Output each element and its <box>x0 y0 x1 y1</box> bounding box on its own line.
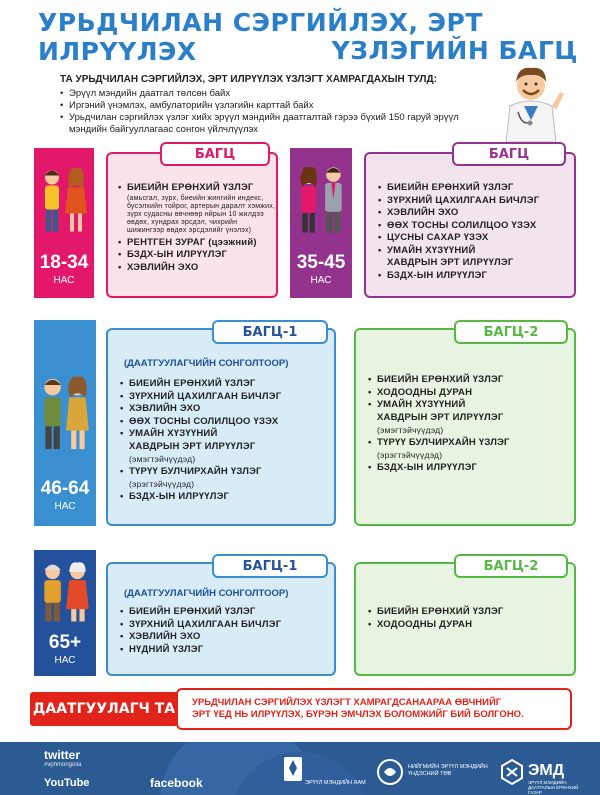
age-panel-18-34 <box>34 148 94 298</box>
package-label-35-45: БАГЦ <box>452 142 566 166</box>
intro-bullet: • Иргэний үнэмлэх, амбулаторийн үзлэгийн карттай байх <box>60 100 480 112</box>
exam-item: ХАВДРЫН ЭРТ ИЛРҮҮЛЭГ <box>387 257 514 268</box>
intro-bullet: • Эрүүл мэндийн даатгал төлсөн байх <box>60 88 480 100</box>
banner-label: ДААТГУУЛАГЧ ТА <box>30 692 178 726</box>
banner-message <box>176 688 572 730</box>
age-value: 18-34 <box>39 252 89 273</box>
package-label-65-1: БАГЦ-1 <box>212 554 328 578</box>
exam-item: • БИЕИЙН ЕРӨНХИЙ ҮЗЛЭГ <box>378 182 572 195</box>
exam-item: ХАВДРЫН ЭРТ ИЛРҮҮЛЭГ <box>129 440 256 452</box>
age-unit: НАС <box>53 275 75 286</box>
exam-item: • ӨӨХ ТОСНЫ СОЛИЛЦОО ҮЗЭХ <box>378 220 572 233</box>
exam-item: • ХЭВЛИЙН ЭХО <box>120 403 334 416</box>
exam-item: • БИЕИЙН ЕРӨНХИЙ ҮЗЛЭГ <box>120 378 334 391</box>
exam-item: • БЗДХ-ЫН ИЛРҮҮЛЭГ <box>378 270 572 283</box>
package-label-46-64-1: БАГЦ-1 <box>212 320 328 344</box>
banner-line1: УРЬДЧИЛАН СЭРГИЙЛЭХ ҮЗЛЭГТ ХАМРАГДСАНААРАА ӨВЧНИЙГ <box>192 697 502 708</box>
exam-item: • БИЕИЙН ЕРӨНХИЙ ҮЗЛЭГ <box>120 606 334 619</box>
emd-name: ЭРҮҮЛ МЭНДИЙН ДААТГАЛЫН ЕРӨНХИЙ ГАЗАР <box>528 780 579 795</box>
exam-item: • БЗДХ-ЫН ИЛРҮҮЛЭГ <box>368 462 572 475</box>
age-panel-65 <box>34 550 96 676</box>
exam-item: • ХОДООДНЫ ДУРАН <box>368 387 572 400</box>
package-label-18-34: БАГЦ <box>160 142 270 166</box>
emd-logo-icon <box>500 758 524 786</box>
twitter-link[interactable]: twitter <box>44 748 80 762</box>
emd-logo-text: ЭМД <box>528 762 565 779</box>
twitter-handle: #vphmongolia <box>44 762 82 768</box>
ministry-name: ЭРҮҮЛ МЭНДИЙН ЯАМ <box>305 780 366 786</box>
exam-item: • ХОДООДНЫ ДУРАН <box>368 619 572 632</box>
package-label-65-2: БАГЦ-2 <box>454 554 568 578</box>
facebook-link[interactable]: facebook <box>150 776 203 790</box>
intro-heading: ТА УРЬДЧИЛАН СЭРГИЙЛЭХ, ЭРТ ИЛРҮҮЛЭХ ҮЗЛЭГТ ХАМРАГДАХЫН ТУЛД: <box>60 74 437 85</box>
age-unit: НАС <box>54 655 76 666</box>
ministry-emblem-icon <box>283 756 303 782</box>
exam-item: ХАВДРЫН ЭРТ ИЛРҮҮЛЭГ <box>377 411 504 423</box>
exam-item: • ЗҮРХНИЙ ЦАХИЛГААН БИЧЛЭГ <box>120 619 334 632</box>
age-value: 46-64 <box>40 478 90 499</box>
age-value: 35-45 <box>296 252 346 273</box>
center-logo-icon <box>376 758 404 786</box>
exam-item: • БИЕИЙН ЕРӨНХИЙ ҮЗЛЭГ <box>118 182 276 195</box>
exam-list-35-45 <box>378 182 572 282</box>
exam-item: • ХЭВЛИЙН ЭХО <box>378 207 572 220</box>
youtube-link[interactable]: YouTube <box>44 777 90 789</box>
exam-list-46-64-2 <box>368 374 572 474</box>
exam-item: • ӨӨХ ТОСНЫ СОЛИЛЦОО ҮЗЭХ <box>120 416 334 429</box>
couple-figure <box>34 320 96 479</box>
package-label-46-64-2: БАГЦ-2 <box>454 320 568 344</box>
age-unit: НАС <box>54 501 76 512</box>
banner-line2: ЭРТ ҮЕД НЬ ИЛРҮҮЛЭХ, БҮРЭН ЭМЧЛЭХ БОЛОМЖИЙГ БИЙ БОЛГОНО. <box>192 709 524 720</box>
exam-item: • БЗДХ-ЫН ИЛРҮҮЛЭГ <box>120 491 334 504</box>
exam-qualifier: (эмэгтэйчүүдэд) <box>129 454 196 464</box>
couple-figure <box>34 550 96 633</box>
exam-list-18-34 <box>118 182 276 274</box>
exam-item: • ТҮРҮҮ БУЛЧИРХАЙН ҮЗЛЭГ <box>120 466 334 479</box>
exam-item: • ТҮРҮҮ БУЛЧИРХАЙН ҮЗЛЭГ <box>368 437 572 450</box>
exam-qualifier: (эмэгтэйчүүдэд) <box>377 425 444 435</box>
page-title-line2: ҮЗЛЭГИЙН БАГЦ <box>331 36 578 65</box>
intro-bullet: • Урьдчилан сэргийлэх үзлэг хийх эрүүл мэндийн даатгалтай гэрээ бүхий 150 гаруй эрүүл мэндийн байгууллагаас сонгон үйлчлүүлэх <box>60 112 480 136</box>
exam-item: • НҮДНИЙ ҮЗЛЭГ <box>120 644 334 657</box>
page-title-line1: УРЬДЧИЛАН СЭРГИЙЛЭХ, ЭРТ ИЛРҮҮЛЭХ <box>38 8 483 66</box>
exam-list-65-1 <box>120 606 334 656</box>
exam-item: • ХЭВЛИЙН ЭХО <box>118 262 276 275</box>
exam-item: • БЗДХ-ЫН ИЛРҮҮЛЭГ <box>118 249 276 262</box>
exam-item: • БИЕИЙН ЕРӨНХИЙ ҮЗЛЭГ <box>368 374 572 387</box>
exam-list-65-2 <box>368 606 572 631</box>
exam-item: • УМАЙН ХҮЗҮҮНИЙ <box>120 428 334 441</box>
exam-item: • УМАЙН ХҮЗҮҮНИЙ <box>378 245 572 258</box>
exam-item: • ЗҮРХНИЙ ЦАХИЛГААН БИЧЛЭГ <box>378 195 572 208</box>
exam-qualifier: (эрэгтэйчүүдэд) <box>377 450 443 460</box>
package-subhead: (ДААТГУУЛАГЧИЙН СОНГОЛТООР) <box>124 358 289 369</box>
exam-list-46-64-1 <box>120 378 334 503</box>
couple-figure <box>34 148 94 253</box>
age-panel-35-45 <box>290 148 352 298</box>
age-panel-46-64 <box>34 320 96 526</box>
footer-bar <box>0 742 600 795</box>
intro-list <box>60 88 480 136</box>
exam-item: • РЕНТГЕН ЗУРАГ (цээжний) <box>118 237 276 250</box>
exam-item: • ХЭВЛИЙН ЭХО <box>120 631 334 644</box>
couple-figure <box>290 148 352 253</box>
center-name: НИЙГМИЙН ЭРҮҮЛ МЭНДИЙН ҮНДЭСНИЙ ТӨВ <box>408 764 488 777</box>
exam-item: • УМАЙН ХҮЗҮҮНИЙ <box>368 399 572 412</box>
exam-item: • ЦУСНЫ САХАР ҮЗЭХ <box>378 232 572 245</box>
exam-item: • ЗҮРХНИЙ ЦАХИЛГААН БИЧЛЭГ <box>120 391 334 404</box>
exam-note: (амьсгал, зүрх, биеийн жингийн индекс, бусэлхийн тойрог, артерын даралт хэмжих, зүрх судасны өвчнөөр нйрын 10 жилдээ өвдөх, хундрах эрсдэл, чихрийн шижингээр өвдөх эрсдэлийг үнэлэх) <box>127 194 276 234</box>
package-subhead: (ДААТГУУЛАГЧИЙН СОНГОЛТООР) <box>124 588 289 599</box>
doctor-illustration <box>496 56 566 142</box>
exam-item: • БИЕИЙН ЕРӨНХИЙ ҮЗЛЭГ <box>368 606 572 619</box>
age-unit: НАС <box>310 275 332 286</box>
exam-qualifier: (эрэгтэйчүүдэд) <box>129 479 195 489</box>
age-value: 65+ <box>48 632 82 653</box>
